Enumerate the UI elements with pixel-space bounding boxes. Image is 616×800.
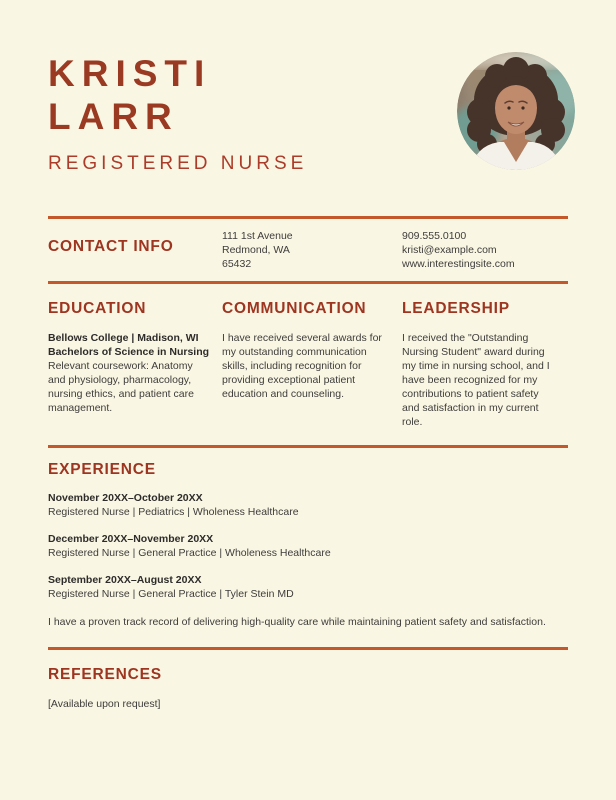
leadership-column xyxy=(402,300,568,429)
experience-entry xyxy=(48,491,568,519)
leadership-heading: LEADERSHIP xyxy=(402,300,510,317)
experience-dates: November 20XX–October 20XX xyxy=(48,492,203,504)
portrait-illustration xyxy=(457,52,575,170)
education-degree: Bachelors of Science in Nursing xyxy=(48,346,210,358)
references-section xyxy=(48,650,568,711)
experience-heading: EXPERIENCE xyxy=(48,461,156,478)
experience-role: Registered Nurse | General Practice | Wholeness Healthcare xyxy=(48,547,331,559)
education-school: Bellows College | Madison, WI xyxy=(48,332,199,344)
education-text: Relevant coursework: Anatomy and physiology, pharmacology, nursing ethics, and patient care management. xyxy=(48,360,194,414)
communication-column xyxy=(222,300,402,429)
job-title: REGISTERED NURSE xyxy=(48,153,308,174)
experience-entry xyxy=(48,532,568,560)
experience-dates: September 20XX–August 20XX xyxy=(48,574,202,586)
communication-heading: COMMUNICATION xyxy=(222,300,367,317)
phone-number: 909.555.0100 xyxy=(402,230,467,242)
references-text: [Available upon request] xyxy=(48,698,161,710)
contact-heading: CONTACT INFO xyxy=(48,238,174,255)
website-url: www.interestingsite.com xyxy=(402,258,515,270)
header xyxy=(48,52,568,174)
experience-summary: I have a proven track record of delivering high-quality care while maintaining patient safety and satisfaction. xyxy=(48,616,546,628)
references-heading: REFERENCES xyxy=(48,666,162,683)
contact-section xyxy=(48,219,568,281)
last-name: LARR xyxy=(48,96,179,137)
communication-text: I have received several awards for my outstanding communication skills, including recognition for providing exceptional patient education and counseling. xyxy=(222,332,382,400)
first-name: KRISTI xyxy=(48,53,212,94)
experience-section xyxy=(48,448,568,647)
experience-role: Registered Nurse | General Practice | Tyler Stein MD xyxy=(48,588,294,600)
experience-entry xyxy=(48,573,568,601)
profile-photo xyxy=(457,52,575,170)
leadership-text: I received the "Outstanding Nursing Student" award during my time in nursing school, and I have been recognized for my contributions to patient safety and satisfaction in my current role. xyxy=(402,332,550,428)
education-column xyxy=(48,300,222,429)
address-line: 65432 xyxy=(222,258,252,270)
address-line: Redmond, WA xyxy=(222,244,290,256)
contact-address xyxy=(222,229,402,271)
address-line: 111 1st Avenue xyxy=(222,230,293,242)
skills-section xyxy=(48,284,568,445)
experience-role: Registered Nurse | Pediatrics | Wholeness Healthcare xyxy=(48,506,299,518)
email-address: kristi@example.com xyxy=(402,244,497,256)
contact-details xyxy=(402,229,568,271)
education-heading: EDUCATION xyxy=(48,300,147,317)
experience-dates: December 20XX–November 20XX xyxy=(48,533,214,545)
